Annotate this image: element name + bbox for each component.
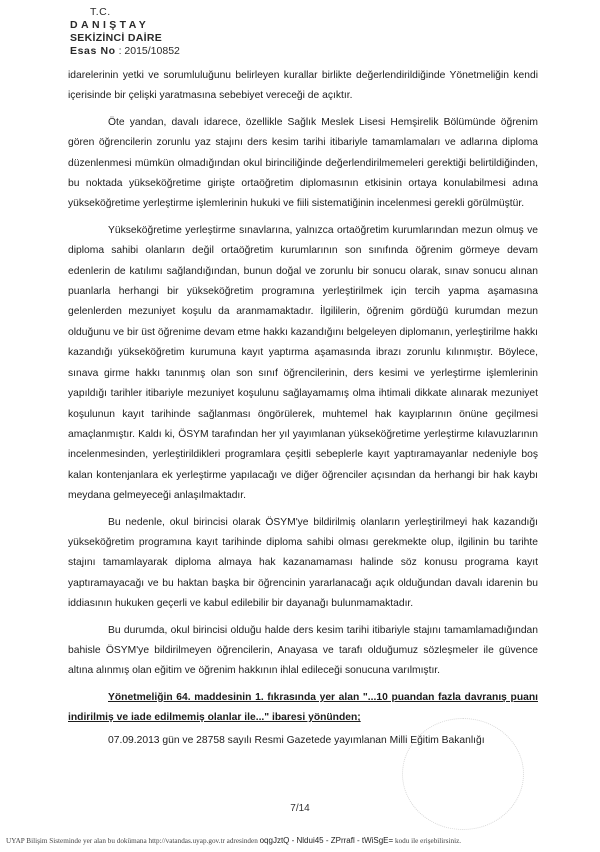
- paragraph: Bu durumda, okul birincisi olduğu halde ders kesim tarihi itibariyle stajını tamamlamadığından bahisle ÖSYM'ye bildirilmeyen öğrencilerin, Anayasa ve tarafı olduğumuz sözleşmeler ile güvence altına alınmış olan eğitim ve öğrenim hakkının ihlal edileceği sonucuna varılmıştır.: [68, 624, 538, 677]
- footer: [6, 836, 596, 845]
- paragraph: Bu nedenle, okul birincisi olarak ÖSYM'ye bildirilmiş olanların yerleştirilmeyi hak kazandığı yükseköğretim programına kayıt tarihinde diploma sahibi olması gerekmekte olup, ilgilinin bu tarihte stajını tamamlayarak diploma almaya hak kazanamaması halinde söz konusu programa kayıt yaptıramayacağı ve bu haktan başka bir öğrencinin yararlanacağı açık olduğundan davalı idarenin bu iddiasının hukuken geçerli ve kabul edilebilir bir dayanağı bulunmamaktadır.: [68, 516, 538, 610]
- paragraph: Yükseköğretime yerleştirme sınavlarına, yalnızca ortaöğretim kurumlarından mezun olmuş ve diploma sahibi olanların değil ortaöğretim kurumlarının son sınıfında öğrenim görmeye devam edenlerin de katılımı sağlandığından, bunun doğal ve zorunlu bir sonucu olarak, sınav sonucu alınan puanlarla herhangi bir yükseköğretim programına yerleştirilmek için tercih yapma aşamasına gelenlerden mezuniyet koşulu da aranmamaktadır. İlgililerin, öğrenim gördüğü kurumdan mezun olduğunu ve bir üst öğrenime devam etme hakkı kazandığını belgeleyen diplomanın, yerleştirilme hakkı kazandığı yükseköğretim kurumuna kayıt yaptırma aşamasında ibrazı zorunlu kılınmıştır. Böylece, sınava girme hakkı tanınmış olan son sınıf öğrencilerinin, ders kesimi ve yerleştirme işlemlerinin yapıldığı tarihler itibariyle mezuniyet koşulunu sağlayamamış olma ihtimali dikkate alınarak mezuniyet koşulunun kayıt tarihinde sağlanması öngörülerek, muhtemel hak kayıplarının önüne geçilmesi amaçlanmıştır. Kaldı ki, ÖSYM tarafından her yıl yayımlanan yükseköğretime yerleştirme kılavuzlarının incelenmesinden, yerleştirildikleri programlara çeşitli sebeplerle kayıt yaptıramayanlar nedeniyle boş kalan kontenjanlara ek yerleştirme yapılacağı ve diğer öğrenciler açısından da herhangi bir hak kaybı meydana gelmeyeceği anlaşılmaktadır.: [68, 224, 538, 502]
- header-court: DANIŞTAY: [70, 19, 150, 31]
- document-body: [68, 66, 538, 757]
- paragraph: 07.09.2013 gün ve 28758 sayılı Resmi Gazetede yayımlanan Milli Eğitim Bakanlığı: [108, 734, 485, 746]
- paragraph: idarelerinin yetki ve sorumluluğunu belirleyen kurallar birlikte değerlendirildiğinde Yönetmeliğin kendi içerisinde bir çelişki yaratmasına sebebiyet vereceği de açıktır.: [68, 70, 538, 102]
- footer-code: oqgJztQ - Nldui45 - ZPrrafl - tWiSgE=: [259, 836, 394, 845]
- footer-text: UYAP Bilişim Sisteminde yer alan bu dokümana http://vatandas.uyap.gov.tr adresinden: [6, 837, 258, 845]
- document-header: [70, 6, 180, 58]
- header-case-number: [70, 45, 180, 58]
- section-heading: Yönetmeliğin 64. maddesinin 1. fıkrasında yer alan "...10 puandan fazla davranış puanı indirilmiş ve iade edilmemiş olanlar ile..." ibaresi yönünden;: [68, 691, 538, 724]
- paragraph: Öte yandan, davalı idarece, özellikle Sağlık Meslek Lisesi Hemşirelik Bölümünde öğrenim gören öğrencilerin zorunlu yaz stajını ders kesim tarihi itibariyle tamamlamaları ve adlarına diploma düzenlenmesi mümkün olmadığından okul birinciliğinde değerlendirilmemeleri gerektiği belirtildiğinden, bu noktada yükseköğretime girişte ortaöğretim diplomasının etkisinin ortaya konulabilmesi adına yükseköğretime yerleştirme işlemlerinin hukuki ve fiili sistematiğinin incelenmesi gerekli görülmüştür.: [68, 116, 538, 210]
- case-value: : 2015/10852: [118, 45, 180, 57]
- header-tc: T.C.: [90, 6, 111, 18]
- page-number: 7/14: [290, 803, 310, 814]
- header-chamber: SEKİZİNCİ DAİRE: [70, 32, 163, 44]
- case-label: Esas No: [70, 45, 116, 57]
- footer-suffix: kodu ile erişebilirsiniz.: [394, 837, 462, 845]
